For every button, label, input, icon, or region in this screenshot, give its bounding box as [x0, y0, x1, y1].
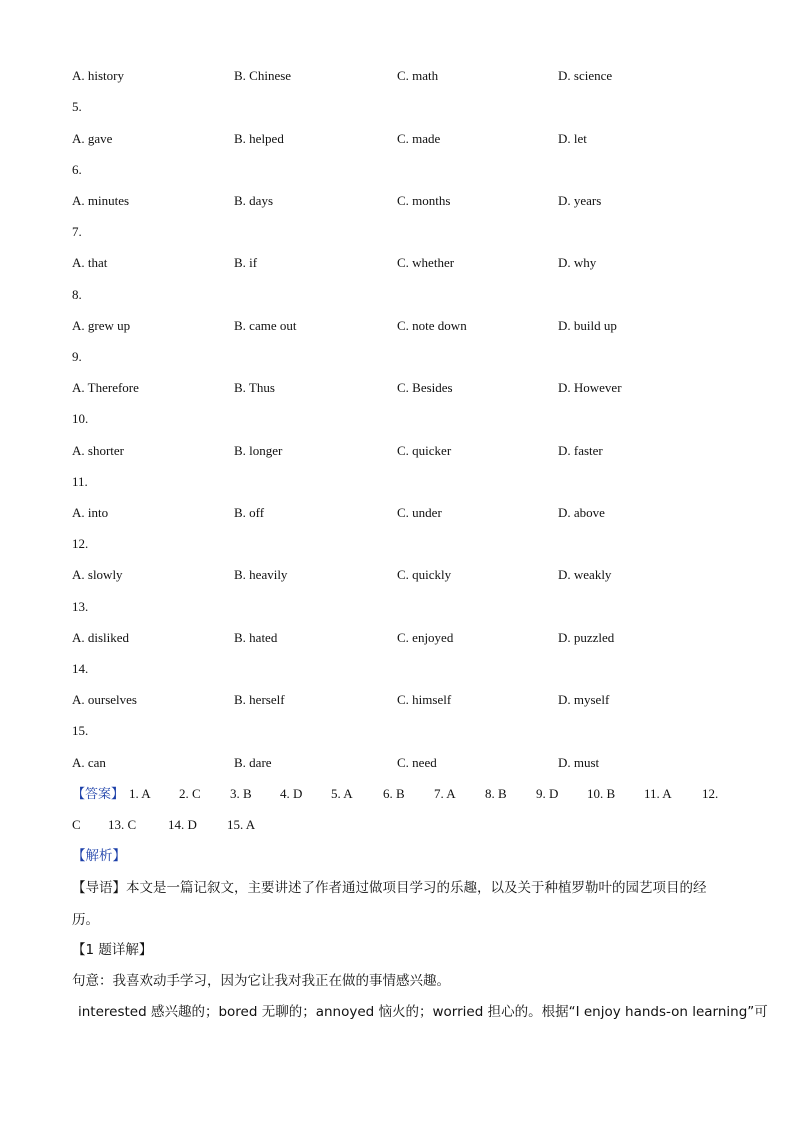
option-a: A. history: [72, 68, 124, 83]
question-number: 7.: [72, 224, 82, 239]
answer-item: 15. A: [227, 817, 256, 832]
option-c: C. math: [397, 68, 439, 83]
option-c: C. himself: [397, 692, 452, 707]
option-d: D. must: [558, 755, 600, 770]
guide-label: 【导语】: [72, 880, 126, 896]
answer-item: 7. A: [434, 786, 456, 801]
question-number: 11.: [72, 474, 88, 489]
option-d: D. puzzled: [558, 630, 615, 645]
question-number: 9.: [72, 349, 82, 364]
option-d: D. build up: [558, 318, 617, 333]
option-a: A. gave: [72, 131, 113, 146]
option-b: B. days: [234, 193, 273, 208]
question-number: 13.: [72, 599, 89, 614]
option-d: D. why: [558, 255, 597, 270]
answer-item: 6. B: [383, 786, 405, 801]
option-a: A. grew up: [72, 318, 131, 333]
option-c: C. need: [397, 755, 437, 770]
option-b: B. heavily: [234, 567, 288, 582]
answer-key-continued: [72, 815, 372, 835]
option-c: C. made: [397, 131, 441, 146]
option-b: B. hated: [234, 630, 278, 645]
option-c: C. whether: [397, 255, 455, 270]
guide-paragraph: [72, 872, 722, 936]
question-number: 5.: [72, 99, 82, 114]
option-b: B. Thus: [234, 380, 275, 395]
option-b: B. dare: [234, 755, 272, 770]
question-number: 10.: [72, 411, 89, 426]
option-b: B. if: [234, 255, 258, 270]
answer-item: 1. A: [129, 786, 151, 801]
option-c: C. under: [397, 505, 442, 520]
option-d: D. faster: [558, 443, 603, 458]
option-b: B. helped: [234, 131, 284, 146]
option-c: C. Besides: [397, 380, 453, 395]
question-number: 15.: [72, 723, 89, 738]
option-c: C. note down: [397, 318, 467, 333]
option-a: A. minutes: [72, 193, 130, 208]
answer-item: 13. C: [108, 817, 137, 832]
option-c: C. enjoyed: [397, 630, 454, 645]
option-d: D. years: [558, 193, 602, 208]
option-b: B. longer: [234, 443, 283, 458]
answer-key: [72, 784, 732, 804]
option-a: A. disliked: [72, 630, 130, 645]
option-d: D. myself: [558, 692, 610, 707]
answer-label: 【答案】: [72, 787, 125, 802]
answer-item: 4. D: [280, 786, 303, 801]
option-c: C. months: [397, 193, 451, 208]
option-b: B. off: [234, 505, 265, 520]
answer-item: 8. B: [485, 786, 507, 801]
option-b: B. Chinese: [234, 68, 292, 83]
option-d: D. let: [558, 131, 587, 146]
answer-item: 9. D: [536, 786, 559, 801]
option-d: D. science: [558, 68, 613, 83]
option-b: B. came out: [234, 318, 297, 333]
answer-item: 5. A: [331, 786, 353, 801]
answer-item: 10. B: [587, 786, 616, 801]
answer-item: C: [72, 817, 81, 832]
question-number: 6.: [72, 162, 82, 177]
option-d: D. However: [558, 380, 622, 395]
option-b: B. herself: [234, 692, 285, 707]
option-a: A. that: [72, 255, 108, 270]
guide-text: 本文是一篇记叙文，主要讲述了作者通过做项目学习的乐趣，以及关于种植罗勒叶的园艺项目的经历。: [72, 880, 707, 928]
answer-item: 14. D: [168, 817, 197, 832]
option-c: C. quicker: [397, 443, 452, 458]
explanation-text: interested 感兴趣的；bored 无聊的；annoyed 恼火的；worried 担心的。根据“I enjoy hands-on learning”可: [78, 1004, 768, 1020]
analysis-label: 【解析】: [72, 848, 126, 864]
option-a: A. Therefore: [72, 380, 139, 395]
option-d: D. above: [558, 505, 605, 520]
option-a: A. into: [72, 505, 109, 520]
question-number: 14.: [72, 661, 89, 676]
answer-item: 12.: [702, 786, 719, 801]
option-a: A. shorter: [72, 443, 124, 458]
question-number: 12.: [72, 536, 89, 551]
option-a: A. slowly: [72, 567, 123, 582]
answer-item: 2. C: [179, 786, 201, 801]
option-a: A. ourselves: [72, 692, 137, 707]
option-c: C. quickly: [397, 567, 452, 582]
question-number: 8.: [72, 287, 82, 302]
detail-label: 【1 题详解】: [72, 942, 153, 958]
sentence-meaning: 句意：我喜欢动手学习，因为它让我对我正在做的事情感兴趣。: [72, 973, 450, 989]
answer-item: 11. A: [644, 786, 672, 801]
answer-item: 3. B: [230, 786, 252, 801]
option-a: A. can: [72, 755, 106, 770]
option-d: D. weakly: [558, 567, 612, 582]
